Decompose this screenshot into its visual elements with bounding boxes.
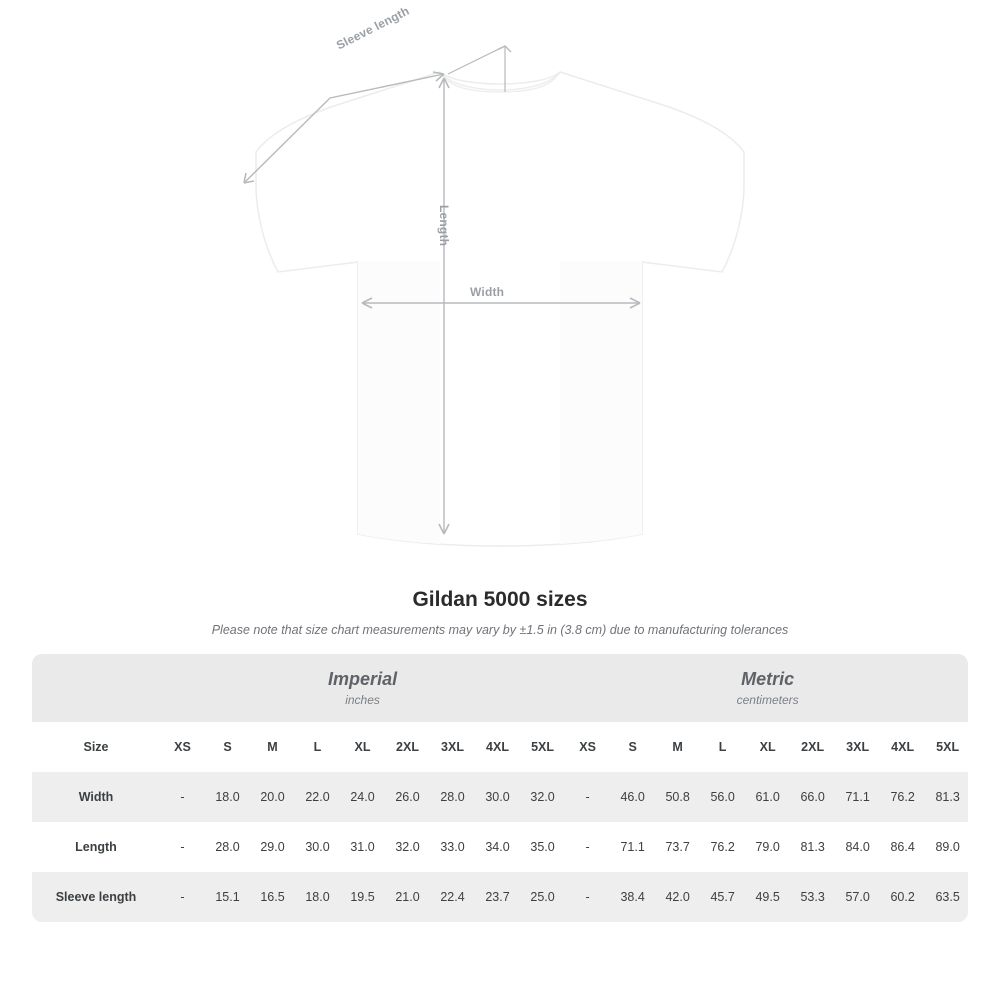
cell-sleeve-metric-5xl: 63.5 (925, 872, 968, 922)
cell-length-metric-5xl: 89.0 (925, 822, 968, 872)
cell-length-metric-2xl: 81.3 (790, 822, 835, 872)
table-size-header-row (32, 722, 968, 772)
cell-length-metric-s: 71.1 (610, 822, 655, 872)
cell-length-imperial-l: 30.0 (295, 822, 340, 872)
cell-width-metric-4xl: 76.2 (880, 772, 925, 822)
page-title: Gildan 5000 sizes (412, 588, 588, 611)
size-header-metric-s: S (610, 722, 655, 772)
cell-sleeve-imperial-4xl: 23.7 (475, 872, 520, 922)
row-label-width: Width (32, 772, 160, 822)
cell-width-imperial-4xl: 30.0 (475, 772, 520, 822)
cell-sleeve-imperial-2xl: 21.0 (385, 872, 430, 922)
cell-sleeve-metric-xs: - (565, 872, 610, 922)
cell-width-imperial-2xl: 26.0 (385, 772, 430, 822)
cell-width-imperial-3xl: 28.0 (430, 772, 475, 822)
size-header-imperial-4xl: 4XL (475, 722, 520, 772)
table-row (32, 772, 968, 822)
cell-length-imperial-s: 28.0 (205, 822, 250, 872)
cell-length-metric-xl: 79.0 (745, 822, 790, 872)
group-header-spacer (32, 654, 160, 722)
size-header-metric-2xl: 2XL (790, 722, 835, 772)
cell-length-imperial-2xl: 32.0 (385, 822, 430, 872)
size-header-metric-m: M (655, 722, 700, 772)
group-name-imperial: Imperial (328, 669, 398, 690)
cell-width-metric-s: 46.0 (610, 772, 655, 822)
size-header-imperial-2xl: 2XL (385, 722, 430, 772)
cell-width-imperial-xs: - (160, 772, 205, 822)
cell-length-imperial-5xl: 35.0 (520, 822, 565, 872)
size-header-metric-5xl: 5XL (925, 722, 968, 772)
cell-width-metric-m: 50.8 (655, 772, 700, 822)
cell-width-imperial-m: 20.0 (250, 772, 295, 822)
cell-sleeve-imperial-m: 16.5 (250, 872, 295, 922)
size-header-imperial-5xl: 5XL (520, 722, 565, 772)
group-unit-imperial: inches (345, 692, 380, 707)
cell-sleeve-imperial-xl: 19.5 (340, 872, 385, 922)
cell-length-metric-xs: - (565, 822, 610, 872)
size-header-metric-l: L (700, 722, 745, 772)
cell-length-imperial-3xl: 33.0 (430, 822, 475, 872)
cell-width-metric-l: 56.0 (700, 772, 745, 822)
annotation-width: Width (470, 285, 505, 299)
cell-length-imperial-4xl: 34.0 (475, 822, 520, 872)
size-header-metric-3xl: 3XL (835, 722, 880, 772)
row-label-length: Length (32, 822, 160, 872)
cell-sleeve-metric-l: 45.7 (700, 872, 745, 922)
size-header-metric-xl: XL (745, 722, 790, 772)
cell-width-metric-3xl: 71.1 (835, 772, 880, 822)
cell-sleeve-metric-3xl: 57.0 (835, 872, 880, 922)
cell-width-imperial-xl: 24.0 (340, 772, 385, 822)
cell-width-metric-2xl: 66.0 (790, 772, 835, 822)
size-table-wrapper (32, 654, 968, 922)
group-header-metric (565, 654, 968, 722)
size-header-imperial-s: S (205, 722, 250, 772)
table-row (32, 872, 968, 922)
cell-width-metric-5xl: 81.3 (925, 772, 968, 822)
cell-length-metric-l: 76.2 (700, 822, 745, 872)
cell-length-metric-3xl: 84.0 (835, 822, 880, 872)
cell-sleeve-metric-m: 42.0 (655, 872, 700, 922)
cell-length-imperial-m: 29.0 (250, 822, 295, 872)
cell-width-imperial-5xl: 32.0 (520, 772, 565, 822)
cell-length-metric-m: 73.7 (655, 822, 700, 872)
size-header-imperial-xl: XL (340, 722, 385, 772)
cell-length-metric-4xl: 86.4 (880, 822, 925, 872)
cell-width-imperial-s: 18.0 (205, 772, 250, 822)
table-group-header-row (32, 654, 968, 722)
cell-width-metric-xs: - (565, 772, 610, 822)
size-header-imperial-m: M (250, 722, 295, 772)
cell-sleeve-metric-2xl: 53.3 (790, 872, 835, 922)
cell-sleeve-imperial-l: 18.0 (295, 872, 340, 922)
size-header-imperial-xs: XS (160, 722, 205, 772)
cell-width-metric-xl: 61.0 (745, 772, 790, 822)
cell-sleeve-metric-s: 38.4 (610, 872, 655, 922)
cell-sleeve-imperial-s: 15.1 (205, 872, 250, 922)
cell-sleeve-imperial-xs: - (160, 872, 205, 922)
group-header-imperial (160, 654, 565, 722)
size-table (32, 654, 968, 922)
group-name-metric: Metric (741, 669, 795, 690)
cell-sleeve-metric-xl: 49.5 (745, 872, 790, 922)
title-block (0, 588, 1000, 637)
cell-sleeve-metric-4xl: 60.2 (880, 872, 925, 922)
cell-length-imperial-xl: 31.0 (340, 822, 385, 872)
cell-sleeve-imperial-5xl: 25.0 (520, 872, 565, 922)
size-header-imperial-3xl: 3XL (430, 722, 475, 772)
cell-width-imperial-l: 22.0 (295, 772, 340, 822)
size-header-label: Size (32, 722, 160, 772)
table-row (32, 822, 968, 872)
cell-sleeve-imperial-3xl: 22.4 (430, 872, 475, 922)
size-header-imperial-l: L (295, 722, 340, 772)
size-header-metric-xs: XS (565, 722, 610, 772)
tolerance-note: Please note that size chart measurements may vary by ±1.5 in (3.8 cm) due to manufacturing tolerances (211, 623, 789, 637)
group-unit-metric: centimeters (736, 692, 799, 707)
cell-length-imperial-xs: - (160, 822, 205, 872)
annotation-length: Length (437, 205, 451, 247)
annotation-sleeve-length: Sleeve length (334, 3, 412, 53)
size-header-metric-4xl: 4XL (880, 722, 925, 772)
row-label-sleeve-length: Sleeve length (32, 872, 160, 922)
